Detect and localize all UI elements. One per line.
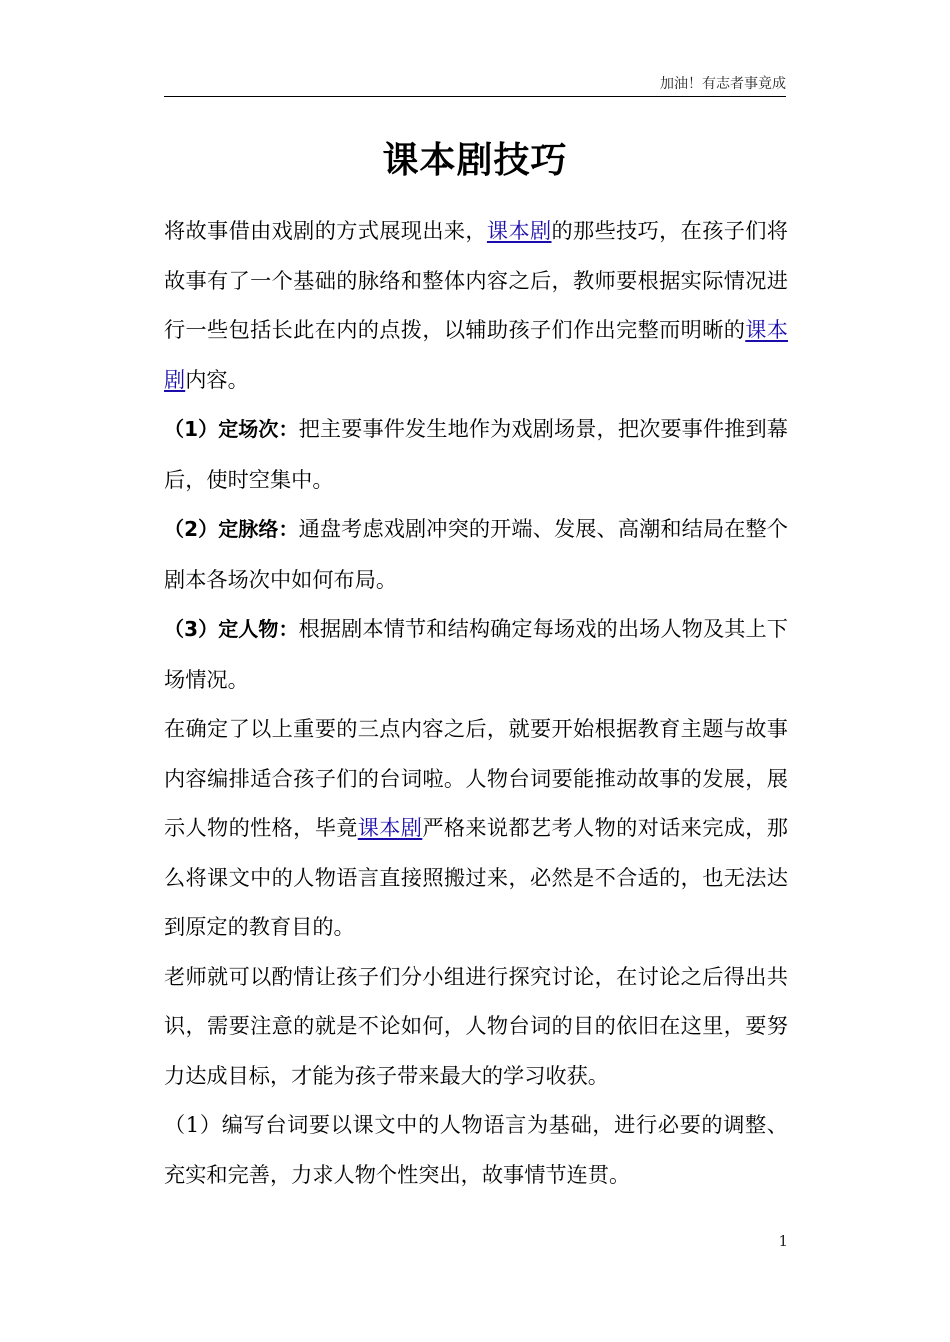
page-number: 1 — [778, 1232, 788, 1250]
intro-text-3: 内容。 — [185, 366, 249, 392]
item-text: 通盘考虑戏剧冲突的开端、发展、高潮和结局在整个剧本各场次中如何布局。 — [164, 516, 788, 592]
document-body — [164, 206, 788, 1199]
item-label: （3）定人物： — [164, 617, 299, 641]
para2-text-2: 严格来说都艺考人物的对话来完成，那么将课文中的人物语言直接照搬过来，必然是不合适的，也无法达到原定的教育目的。 — [164, 815, 788, 939]
item-label: （1）定场次： — [164, 417, 299, 441]
list-item-renwu — [164, 604, 788, 704]
link-kebenju-2[interactable]: 课本剧 — [164, 317, 788, 392]
intro-text-2: 的那些技巧，在孩子们将故事有了一个基础的脉络和整体内容之后，教师要根据实际情况进行一些包括长此在内的点拨，以辅助孩子们作出完整而明晰的 — [164, 218, 788, 342]
link-kebenju-3[interactable]: 课本剧 — [357, 815, 423, 840]
intro-paragraph — [164, 206, 788, 404]
item-text: 根据剧本情节和结构确定每场戏的出场人物及其上下场情况。 — [164, 616, 788, 692]
page-header — [164, 74, 786, 97]
item-text: 把主要事件发生地作为戏剧场景，把次要事件推到幕后，使时空集中。 — [164, 416, 788, 492]
intro-text-1: 将故事借由戏剧的方式展现出来， — [164, 218, 487, 243]
paragraph-item-1: （1）编写台词要以课文中的人物语言为基础，进行必要的调整、充实和完善，力求人物个性突出，故事情节连贯。 — [164, 1112, 788, 1187]
document-title: 课本剧技巧 — [382, 139, 568, 181]
paragraph-discussion: 老师就可以酌情让孩子们分小组进行探究讨论，在讨论之后得出共识，需要注意的就是不论如何，人物台词的目的依旧在这里，要努力达成目标，才能为孩子带来最大的学习收获。 — [164, 963, 788, 1088]
item-label: （2）定脉络： — [164, 517, 299, 541]
link-kebenju-1[interactable]: 课本剧 — [486, 218, 552, 243]
para2-text-1: 在确定了以上重要的三点内容之后，就要开始根据教育主题与故事内容编排适合孩子们的台词啦。人物台词要能推动故事的发展，展示人物的性格，毕竟 — [164, 716, 788, 840]
header-text: 加油！有志者事竟成 — [660, 76, 786, 92]
list-item-changci — [164, 404, 788, 504]
list-item-mailuo — [164, 504, 788, 604]
paragraph-dialogue — [164, 704, 788, 952]
